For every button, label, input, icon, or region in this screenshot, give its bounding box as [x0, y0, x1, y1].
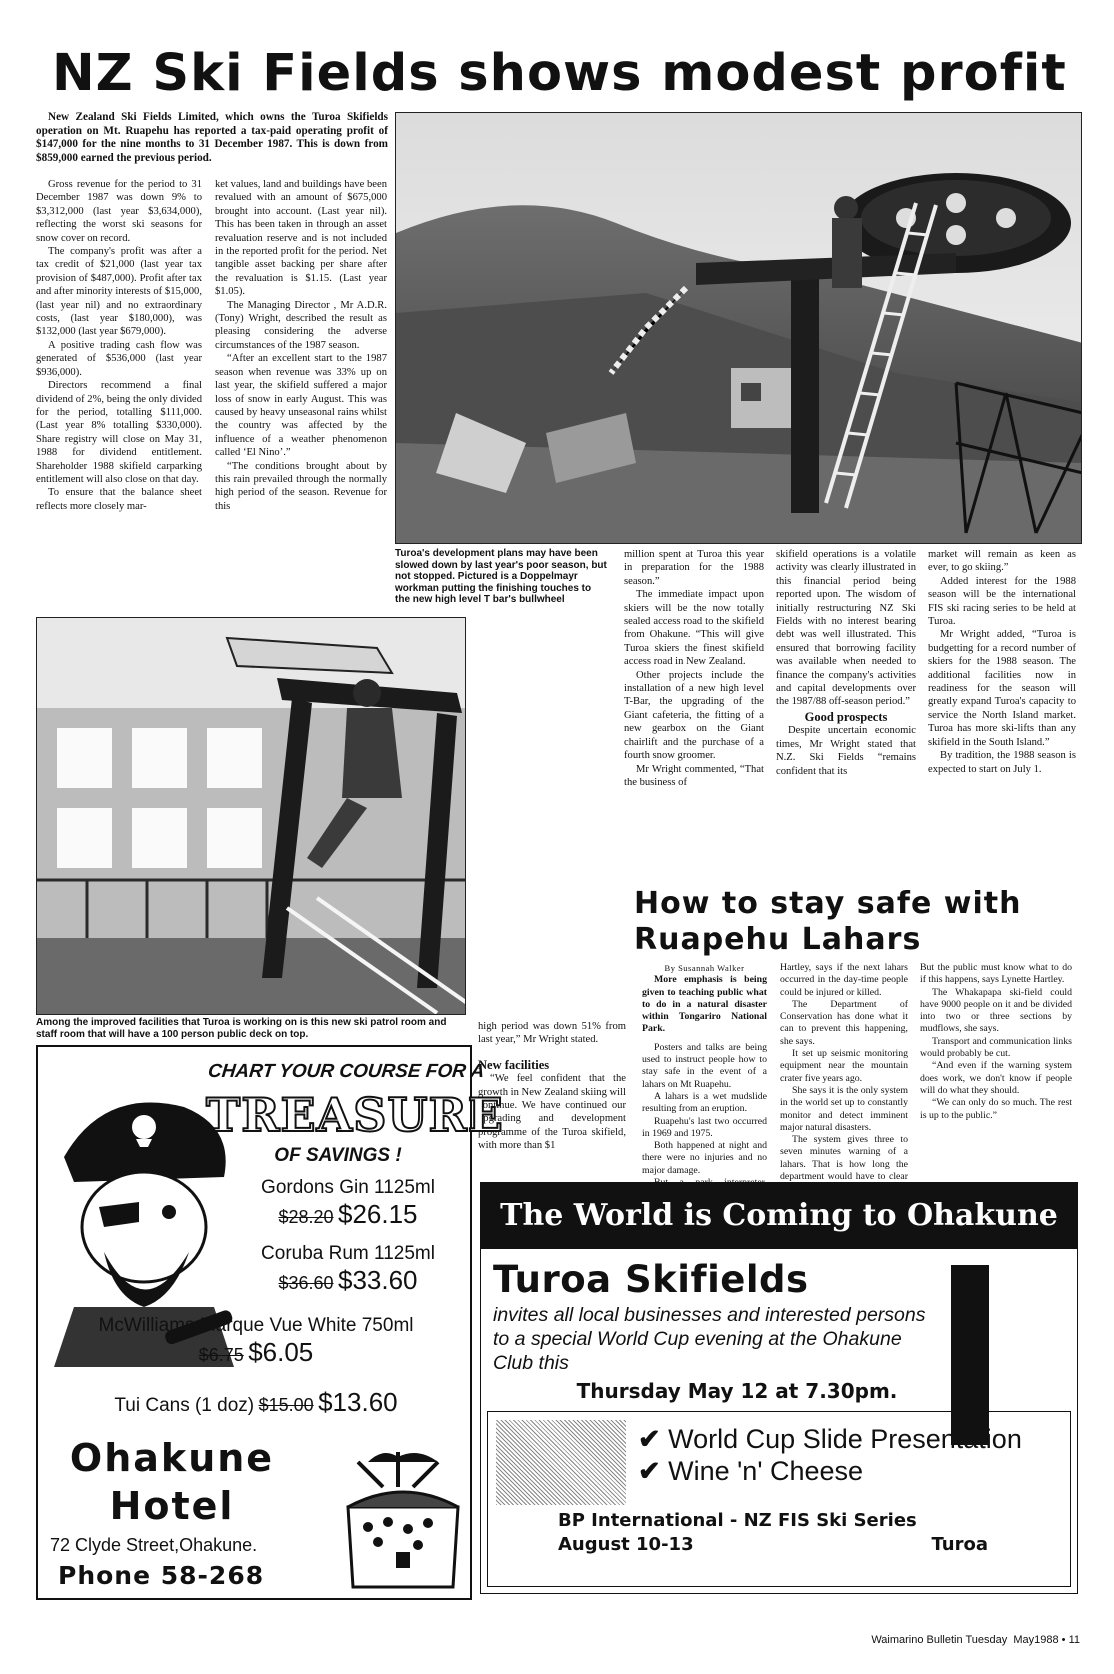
ad-tagline-2: OF SAVINGS ! [274, 1145, 402, 1166]
photo-ski-patrol-room [36, 617, 466, 1015]
paragraph: By tradition, the 1988 season is expected to start on July 1. [928, 750, 1076, 775]
paragraph: Directors recommend a final dividend of 2%, being the only divided for the period, totalling $111,000. (Last year 8% totalling $330,000). Share registry will close on May 31, 1988 for dividend entitlement. Shareholder 1988 skifield carparking entitlement will also close on that day. [36, 380, 202, 485]
paragraph: The Whakapapa ski-field could have 9000 people on it and be divided into two or three sections by mudflows, she says. [920, 986, 1072, 1035]
ski-series-dates: August 10-13 [558, 1534, 694, 1555]
item-label: Wine 'n' Cheese [668, 1456, 864, 1486]
paragraph: Transport and communication links would probably be cut. [920, 1035, 1072, 1060]
inner-box [487, 1411, 1071, 1587]
photo-bullwheel [395, 112, 1082, 544]
paragraph: The Managing Director , Mr A.D.R. (Tony) Wright, described the result as pleasing considering the adverse circumstances of the 1987 season. [215, 299, 387, 351]
hotel-name-line-2: Hotel [109, 1484, 235, 1528]
new-price: $33.60 [337, 1265, 418, 1295]
byline: By Susannah Walker [664, 963, 745, 973]
paragraph: “After an excellent start to the 1987 season when revenue was 33% up on last year, the skifield suffered a major loss of snow in early August. This was caused by heavy unseasonal rains whilst the country was affected by the influence of a weather phenomenon called ‘El Nino’.” [215, 353, 387, 459]
price-item-wine [48, 1315, 464, 1368]
ad-ohakune-hotel [36, 1045, 504, 1600]
paragraph: A lahars is a wet mudslide resulting from an eruption. [642, 1090, 767, 1115]
hotel-phone: Phone 58-268 [58, 1561, 265, 1590]
paragraph: A positive trading cash flow was generated of $536,000 (last year $936,000). [36, 339, 202, 378]
paragraph: The system gives three to seven minutes warning of a lahars. That is how long the department would have to clear [780, 1134, 908, 1183]
paragraph: Mr Wright added, “Turoa is budgetting for a record number of skiers for the 1988 season. The additional facilities now in readiness for the season will greatly expand Turoa's capacity to service the North Island market. Turoa has more ski-lifts than any skifield in the South Island.” [928, 629, 1076, 748]
article-column-4 [776, 548, 916, 778]
hotel-address: 72 Clyde Street,Ohakune. [50, 1535, 258, 1555]
lahars-lead: More emphasis is being given to teaching public what to do in a natural disaster within Tongariro National Park. [642, 974, 767, 1035]
paragraph: Other projects include the installation of a new high level T-Bar, the upgrading of the Giant cafeteria, the fitting of a new gearbox on the Giant chairlift and the purchase of a fourth snow groomer. [624, 669, 764, 762]
paragraph: Added interest for the 1988 season will be the international FIS ski racing series to be held at Turoa. [928, 575, 1076, 628]
ad-banner: The World is Coming to Ohakune [481, 1183, 1077, 1249]
old-price: $15.00 [258, 1395, 314, 1415]
paragraph: The immediate impact upon skiers will be the now totally sealed access road to the skifield from Ohakune. “This will give Turoa skiers the finest skifield access road in New Zealand. [624, 589, 764, 668]
paragraph: million spent at Turoa this year in preparation for the 1988 season.” [624, 549, 764, 587]
paragraph: “The conditions brought about by this rain prevailed through the normally high period of the season. Revenue for this [215, 460, 387, 512]
subhead-new-facilities: New facilities [478, 1057, 550, 1072]
paragraph: “And even if the warning system does work, we don't know if people will do what they should. [920, 1060, 1072, 1096]
paragraph: “We can only do so much. The rest is up to the public.” [920, 1097, 1072, 1121]
lahars-column-2 [780, 962, 908, 1196]
ski-series-place: Turoa [931, 1534, 988, 1555]
photo-ski-patrol-illustration [37, 618, 466, 1015]
list-item-wine [638, 1456, 1068, 1487]
paragraph: But the public must know what to do if this happens, says Lynette Hartley. [920, 962, 1072, 986]
turoa-invite: invites all local businesses and interested persons to a special World Cup evening at the Ohakune Club this [493, 1304, 926, 1374]
list-item-slides [638, 1424, 1068, 1455]
paragraph: Despite uncertain economic times, Mr Wright stated that N.Z. Ski Fields “remains confident that its [776, 725, 916, 777]
old-price: $6.75 [198, 1345, 244, 1365]
lahars-column-1 [642, 962, 767, 1202]
price-item-tui [48, 1387, 464, 1418]
article-column-2 [215, 178, 387, 513]
new-price: $6.05 [248, 1337, 314, 1367]
turoa-date-time: Thursday May 12 at 7.30pm. [576, 1379, 898, 1403]
paragraph: Mr Wright commented, “That the business of [624, 763, 764, 788]
ski-series-title: BP International - NZ FIS Ski Series [558, 1510, 917, 1531]
paragraph: Ruapehu's last two occurred in 1969 and 1975. [642, 1115, 767, 1139]
turoa-title: Turoa Skifields [493, 1258, 809, 1301]
paragraph: The Department of Conservation has done what it can to prevent this happening, she says. [780, 998, 908, 1047]
ad-tagline-1: CHART YOUR COURSE FOR A [206, 1061, 486, 1082]
paragraph: ket values, land and buildings have been revalued with an amount of $675,000 brought into account. (Last year nil). This has been taken in through an asset revaluation reserve and is not included in the reported profit for the period. Net tangible asset backing per share after the revaluation is $1.15. (Last year $1.05). [215, 179, 387, 298]
paragraph: Posters and talks are being used to instruct people how to stay safe in the event of a lahars on Mt Ruapehu. [642, 1041, 767, 1090]
photo-ski-patrol-caption: Among the improved facilities that Turoa is working on is this new ski patrol room and staff room that will have a 100 person public deck on top. [36, 1017, 447, 1040]
photo-bullwheel-illustration [396, 113, 1082, 544]
old-price: $28.20 [278, 1207, 334, 1227]
item-name: Coruba Rum 1125ml [261, 1243, 435, 1264]
new-price: $13.60 [318, 1387, 398, 1417]
lahars-headline-line-1: How to stay safe with [634, 886, 1022, 921]
price-item-gin [228, 1177, 468, 1230]
lahars-headline-line-2: Ruapehu Lahars [634, 922, 922, 957]
halftone-block [496, 1420, 626, 1505]
paragraph: Gross revenue for the period to 31 December 1987 was down 9% to $3,312,000 (last year $3,634,000), reflecting the worst ski seasons for snow cover on record. [36, 179, 202, 244]
article-column-1 [36, 178, 202, 513]
check-icon: ✔ [638, 1456, 661, 1486]
paragraph: high period was down 51% from last year,” Mr Wright stated. [478, 1021, 626, 1046]
paragraph: To ensure that the balance sheet reflects more closely mar- [36, 487, 202, 512]
paragraph: “We feel confident that the growth in New Zealand skiing will continue. We have continued our upgrading and development programme of the Turoa skifield, with more than $1 [478, 1073, 626, 1152]
paragraph: The company's profit was after a tax credit of $21,000 (last year tax provision of $487,000). Profit after tax and after minority interests of $15,000, (last year nil) and no extraordinary costs, (last year $180,000), was $132,000 (last year $679,000). [36, 246, 202, 338]
ad-treasure-word: TREASURE [206, 1088, 504, 1142]
hotel-name-line-1: Ohakune [69, 1436, 275, 1480]
new-price: $26.15 [337, 1199, 418, 1229]
photo-bullwheel-caption: Turoa's development plans may have been slowed down by last year's poor season, but not stopped. Pictured is a Doppelmayr workman putting the finishing touches to the new high level T bar's bullwheel [395, 548, 607, 605]
paragraph: She says it is the only system in the world set up to constantly monitor and detect imminent major natural disasters. [780, 1084, 908, 1133]
lahars-column-3 [920, 962, 1072, 1122]
old-price: $36.60 [278, 1273, 334, 1293]
ad-turoa-world-cup [480, 1182, 1078, 1594]
paragraph: Both happened at night and there were no injuries and no major damage. [642, 1140, 767, 1176]
article-column-5 [928, 548, 1076, 776]
subhead-good-prospects: Good prospects [804, 709, 888, 724]
check-icon: ✔ [638, 1424, 661, 1454]
price-item-rum [228, 1243, 468, 1296]
article-headline: NZ Ski Fields shows modest profit [52, 44, 1067, 103]
paragraph: market will remain as keen as ever, to go skiing.” [928, 549, 1076, 574]
treasure-chest-illustration [338, 1447, 468, 1597]
item-name: Tui Cans (1 doz) [114, 1395, 255, 1416]
item-name: Gordons Gin 1125ml [261, 1177, 435, 1198]
item-label: World Cup Slide Presentation [668, 1424, 1022, 1454]
page-footer: Waimarino Bulletin Tuesday May1988 • 11 [871, 1634, 1080, 1646]
paragraph: Hartley, says if the next lahars occurred in the day-time people could be injured or killed. [780, 962, 908, 998]
article-column-3 [624, 548, 764, 789]
paragraph: skifield operations is a volatile activity was clearly illustrated in this financial period being reported upon. The wisdom of initially restructuring NZ Ski Fields with no interest bearing debt was well illustrated. This ensured that borrowing facility was available when needed to finance the company's activities and capital developments over the 1987/88 off-season period.” [776, 549, 916, 708]
paragraph: It set up seismic monitoring equipment near the mountain crater five years ago. [780, 1048, 908, 1084]
item-name: McWilliams Marque Vue White 750ml [98, 1315, 414, 1336]
article-lead: New Zealand Ski Fields Limited, which owns the Turoa Skifields operation on Mt. Ruapehu has reported a tax-paid operating profit of $147,000 for the nine months to 31 December 1987. This is down from $859,000 earned the previous period. [36, 111, 388, 164]
